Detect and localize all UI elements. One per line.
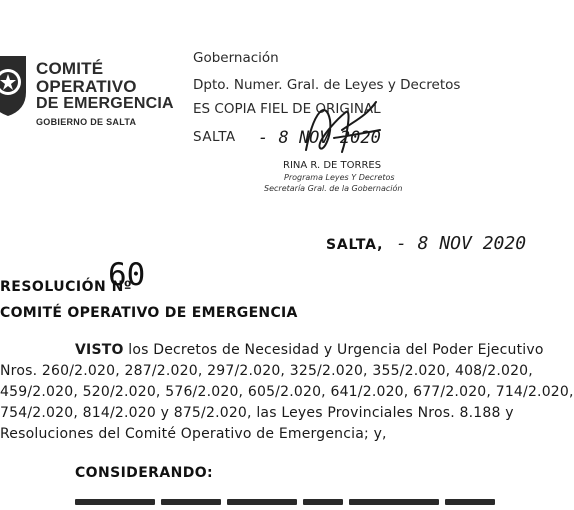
stamp-line-department: Dpto. Numer. Gral. de Leyes y Decretos bbox=[193, 77, 461, 93]
handwritten-signature bbox=[296, 90, 386, 170]
document-date: - 8 NOV 2020 bbox=[396, 233, 527, 254]
comite-logo-icon bbox=[0, 52, 30, 118]
stamp-line-gobernacion: Gobernación bbox=[193, 50, 279, 66]
place-label: SALTA, bbox=[326, 237, 384, 253]
stamp-line-salta: SALTA bbox=[193, 129, 236, 145]
body-line-1 bbox=[75, 342, 544, 358]
org-subtitle: GOBIERNO DE SALTA bbox=[36, 117, 137, 127]
resolution-label: RESOLUCIÓN Nº bbox=[0, 279, 133, 295]
stamp-signer-name: RINA R. DE TORRES bbox=[283, 160, 382, 171]
org-name-line3: DE EMERGENCIA bbox=[36, 95, 174, 112]
org-name-line1: COMITÉ bbox=[36, 59, 104, 78]
resolution-number: 60 bbox=[108, 257, 146, 293]
stamp-signer-role2: Secretaría Gral. de la Gobernación bbox=[264, 184, 403, 193]
stamp-line-copia-fiel: ES COPIA FIEL DE ORIGINAL bbox=[193, 101, 381, 117]
stamp-signer-role1: Programa Leyes Y Decretos bbox=[284, 173, 395, 182]
considerando-heading: CONSIDERANDO: bbox=[75, 465, 214, 481]
visto-keyword: VISTO bbox=[75, 342, 124, 358]
body-line-4: 754/2.020, 814/2.020 y 875/2.020, las Leyes Provinciales Nros. 8.188 y bbox=[0, 405, 514, 421]
body-line-2: Nros. 260/2.020, 287/2.020, 297/2.020, 325/2.020, 355/2.020, 408/2.020, bbox=[0, 363, 533, 379]
truncated-text-line bbox=[75, 492, 495, 500]
body-line-5: Resoluciones del Comité Operativo de Emergencia; y, bbox=[0, 426, 387, 442]
body-line-3: 459/2.020, 520/2.020, 576/2.020, 605/2.020, 641/2.020, 677/2.020, 714/2.020, bbox=[0, 384, 574, 400]
body-line-1-text: los Decretos de Necesidad y Urgencia del Poder Ejecutivo bbox=[123, 342, 544, 358]
stamp-date: - 8 NOV 2020 bbox=[258, 128, 381, 148]
org-name-line2: OPERATIVO bbox=[36, 77, 137, 96]
resolution-issuer: COMITÉ OPERATIVO DE EMERGENCIA bbox=[0, 305, 298, 321]
